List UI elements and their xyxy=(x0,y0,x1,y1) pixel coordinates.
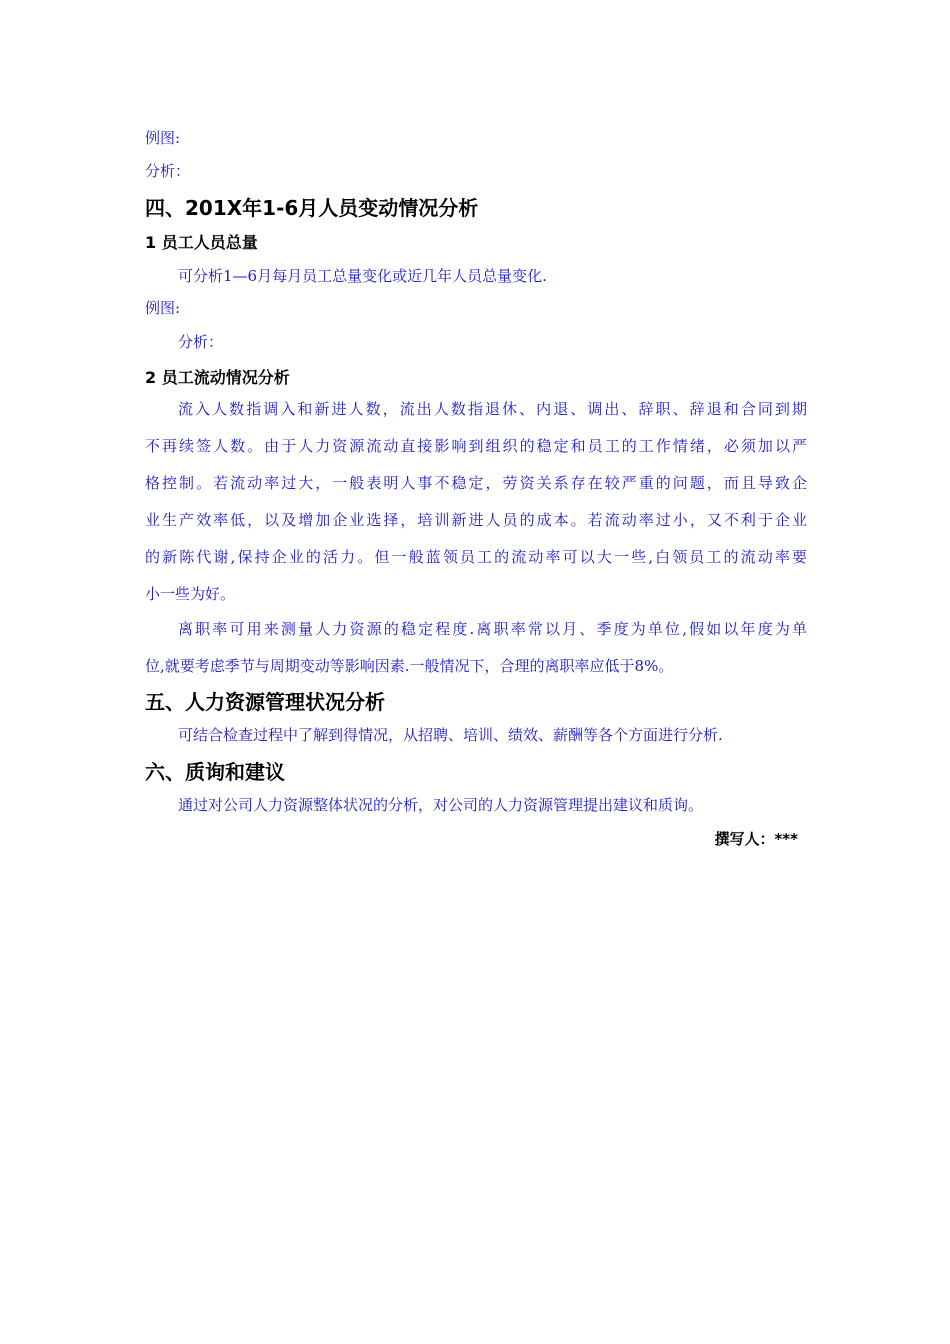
section-6-heading: 六、质询和建议 xyxy=(145,760,285,784)
section-5-text: 可结合检查过程中了解到得情况，从招聘、培训、绩效、薪酬等各个方面进行分析. xyxy=(178,726,723,744)
subsection-2-heading: 2 员工流动情况分析 xyxy=(145,368,290,387)
analysis-label: 分析： xyxy=(145,162,191,180)
paragraph-line: 业生产效率低，以及增加企业选择，培训新进人员的成本。若流动率过小，又不利于企业 xyxy=(145,511,807,529)
paragraph-line: 小一些为好。 xyxy=(145,585,236,603)
paragraph-line: 位,就要考虑季节与周期变动等影响因素.一般情况下，合理的离职率应低于8%。 xyxy=(145,657,674,675)
author-line: 撰写人：*** xyxy=(714,830,798,848)
example-label: 例图: xyxy=(145,299,181,317)
section-4-heading: 四、201X年1-6月人员变动情况分析 xyxy=(145,196,479,220)
paragraph-line: 流入人数指调入和新进人数，流出人数指退休、内退、调出、辞职、辞退和合同到期 xyxy=(178,400,807,418)
example-label: 例图: xyxy=(145,129,181,147)
paragraph-line: 不再续签人数。由于人力资源流动直接影响到组织的稳定和员工的工作情绪，必须加以严 xyxy=(145,437,807,455)
analysis-label: 分析： xyxy=(178,333,224,351)
section-5-heading: 五、人力资源管理状况分析 xyxy=(145,690,385,714)
paragraph-line: 离职率可用来测量人力资源的稳定程度.离职率常以月、季度为单位,假如以年度为单 xyxy=(178,620,807,638)
subsection-1-text: 可分析1—6月每月员工总量变化或近几年人员总量变化. xyxy=(178,267,547,285)
paragraph-line: 格控制。若流动率过大，一般表明人事不稳定，劳资关系存在较严重的问题，而且导致企 xyxy=(145,474,807,492)
subsection-1-heading: 1 员工人员总量 xyxy=(145,233,258,252)
paragraph-line: 的新陈代谢,保持企业的活力。但一般蓝领员工的流动率可以大一些,白领员工的流动率要 xyxy=(145,548,807,566)
section-6-text: 通过对公司人力资源整体状况的分析，对公司的人力资源管理提出建议和质询。 xyxy=(178,796,704,814)
